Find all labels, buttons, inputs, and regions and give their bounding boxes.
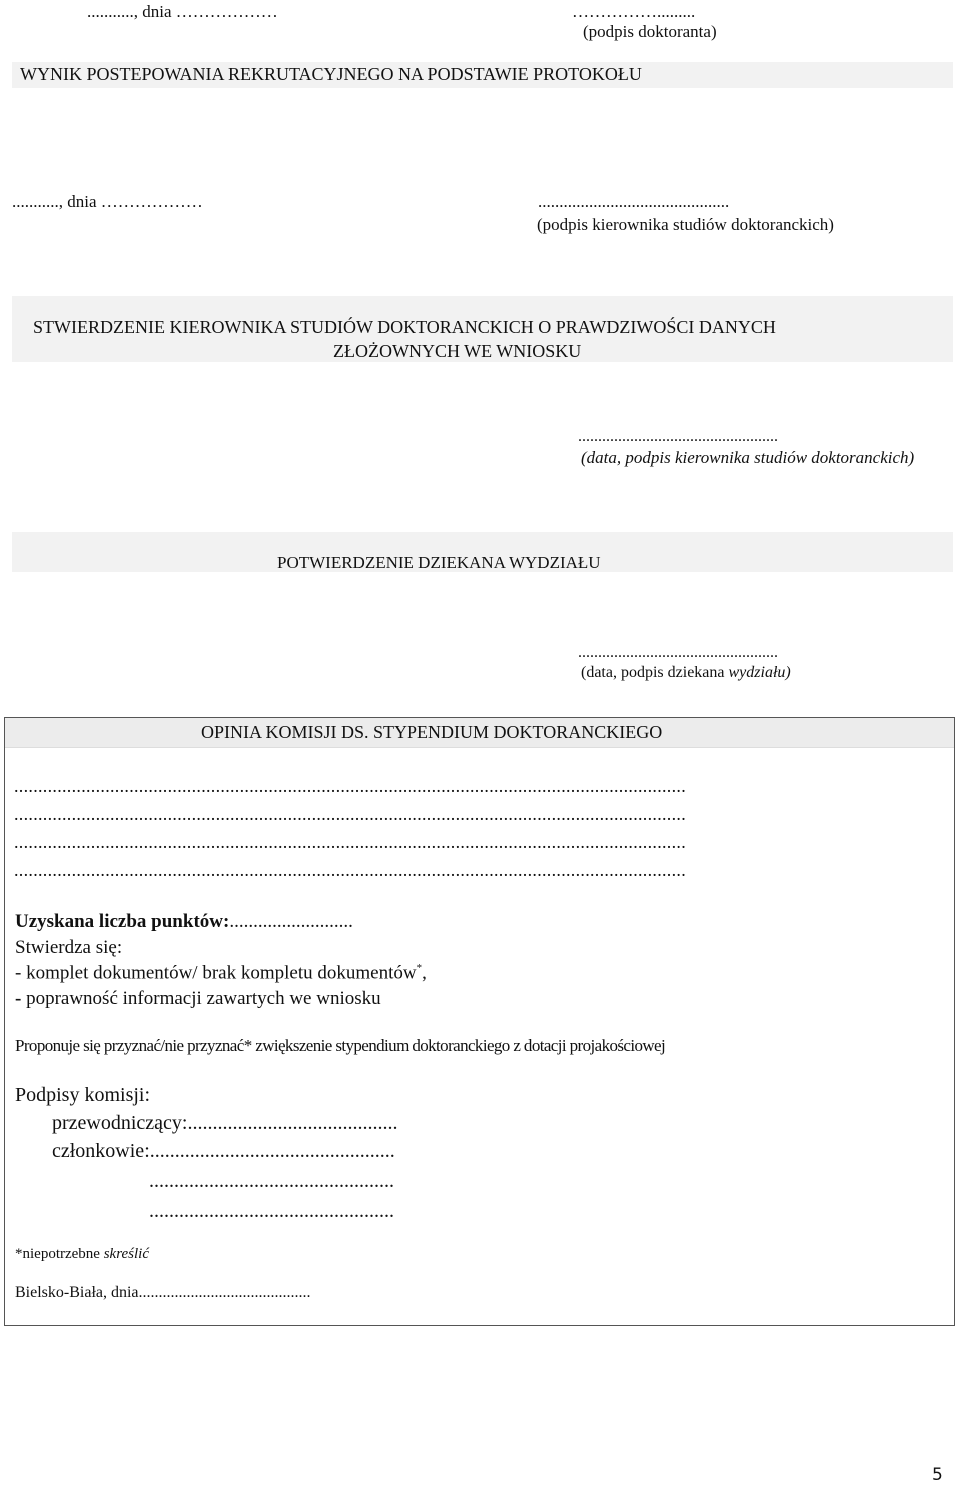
footnote-marker: *	[416, 962, 423, 974]
date-line: ..........., dnia ………………	[12, 192, 203, 211]
signature-caption: (data, podpis kierownika studiów doktoranckich)	[581, 448, 915, 467]
opinion-dots-line-2: ............................................................................................................................................	[14, 804, 686, 824]
documents-completeness-comma: ,	[422, 962, 427, 984]
signatures-label: Podpisy komisji:	[15, 1084, 151, 1106]
section-heading-dean: POTWIERDZENIE DZIEKANA WYDZIAŁU	[277, 553, 601, 572]
section-heading-verification: STWIERDZENIE KIEROWNIKA STUDIÓW DOKTORANCKICH O PRAWDZIWOŚCI DANYCH	[33, 317, 776, 337]
members-signature-line: członkowie:.................................................	[52, 1140, 395, 1162]
signature-dots: ..................................................	[578, 644, 778, 661]
signature-dots: …………….........	[572, 2, 696, 21]
footnote	[15, 1246, 149, 1263]
documents-completeness-text: - komplet dokumentów/ brak kompletu dokumentów	[15, 962, 417, 984]
opinion-dots-line-4: ............................................................................................................................................	[14, 860, 686, 880]
documents-completeness	[15, 962, 427, 984]
states-label: Stwierdza się:	[15, 937, 123, 958]
points-dots: ..........................	[229, 911, 353, 932]
page-number: 5	[932, 1465, 943, 1485]
member-signature-line-2: .................................................	[149, 1170, 394, 1192]
footnote-normal: *niepotrzebne	[15, 1246, 104, 1262]
points-label: Uzyskana liczba punktów:	[15, 911, 230, 932]
signature-caption	[581, 664, 791, 682]
signature-caption-italic: wydziału)	[728, 664, 791, 681]
section-heading-recruitment: WYNIK POSTEPOWANIA REKRUTACYJNEGO NA PODSTAWIE PROTOKOŁU	[20, 64, 642, 84]
signature-dots: ..................................................	[578, 428, 778, 445]
signature-caption-normal: (data, podpis dziekana	[581, 664, 729, 681]
member-signature-line-3: .................................................	[149, 1200, 394, 1222]
signature-caption: (podpis doktoranta)	[583, 22, 717, 41]
points-row	[15, 911, 353, 933]
signature-caption: (podpis kierownika studiów doktoranckich)	[537, 215, 834, 234]
commission-opinion-heading: OPINIA KOMISJI DS. STYPENDIUM DOKTORANCKIEGO	[201, 722, 663, 742]
section-heading-verification-line2: ZŁOŻOWNYCH WE WNIOSKU	[333, 341, 582, 361]
chair-signature-line: przewodniczący:..........................................	[52, 1112, 398, 1134]
place-date-line: Bielsko-Biała, dnia...........................................	[15, 1284, 311, 1301]
information-correctness	[15, 988, 381, 1010]
date-line: ..........., dnia ………………	[87, 2, 278, 21]
opinion-dots-line-3: ............................................................................................................................................	[14, 832, 686, 852]
information-correctness-dash: -	[15, 988, 22, 1009]
footnote-italic: skreślić	[103, 1246, 149, 1262]
opinion-dots-line-1: ............................................................................................................................................	[14, 776, 686, 796]
proposal-text: Proponuje się przyznać/nie przyznać* zwiększenie stypendium doktoranckiego z dotacji projakościowej	[15, 1036, 666, 1055]
information-correctness-text: poprawność informacji zawartych we wniosku	[21, 988, 381, 1009]
signature-dots: .............................................	[538, 192, 730, 211]
